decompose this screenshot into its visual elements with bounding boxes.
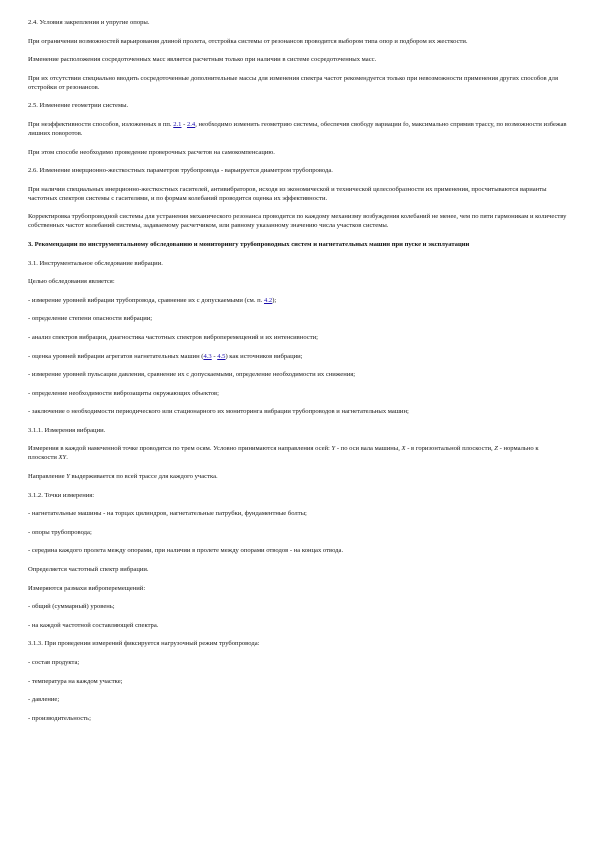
text-fragment: , необходимо изменить геометрию системы, обеспечив свободу вариации fo, максимально спрямив трассу, по возможности избежав лишних поворотов. (28, 120, 567, 137)
paragraph: При их отсутствии специально вводить сосредоточенные дополнительные массы для изменения спектра частот рекомендуется только при невозможности применения других способов для отстройки от резонансов. (28, 74, 558, 91)
paragraph-with-links (28, 120, 568, 138)
link-4-2[interactable]: 4.2 (263, 296, 273, 304)
axis-z: Z (494, 445, 498, 453)
section-heading-3 (28, 240, 568, 249)
link-2-1[interactable]: 2.1 (173, 120, 182, 128)
list-item-with-link (28, 296, 568, 305)
section-heading-3-1: 3.1. Инструментальное обследование вибрации. (28, 259, 163, 267)
text-fragment: - в горизонтальной плоскости, (405, 445, 495, 453)
list-item: - температура на каждом участке; (28, 677, 123, 685)
paragraph: При наличии специальных инерционно-жесткостных гасителей, антивибраторов, исходя из экономической и технической целесообразности их применения, просчитываются варианты частотных спектров системы с гасителями, и по формам колебаний проводится оценка их эффективности. (28, 185, 547, 202)
text-fragment: При неэффективности способов, изложенных в пп. (28, 120, 174, 128)
text-fragment: - (181, 120, 187, 128)
link-4-3[interactable]: 4.3 (203, 352, 212, 360)
axis-x: X (401, 445, 406, 453)
text-fragment: - измерение уровней вибрации трубопровода, сравнение их с допускаемыми (см. п. (28, 296, 264, 304)
paragraph: Корректировка трубопроводной системы для устранения механического резонанса проводится по каждому механизму возбуждения колебаний не менее, чем по пяти гармоникам и количеству собственных частот колебаний системы, задаваемому расчетчиком, или равному указанному значению числа участков системы. (28, 213, 567, 230)
link-2-4[interactable]: 2.4 (186, 120, 196, 128)
text-fragment: ); (272, 296, 277, 304)
text-fragment: - по оси вала машины, (335, 445, 402, 453)
list-item: - нагнетательные машины - на торцах цилиндров, нагнетательные патрубки, фундаментные болты; (28, 510, 307, 518)
section-heading-3-1-2: 3.1.2. Точки измерения: (28, 491, 95, 499)
paragraph: Определяется частотный спектр вибрации. (28, 566, 149, 574)
paragraph-axes (28, 444, 568, 462)
list-item: - давление; (28, 696, 60, 704)
paragraph: Целью обследования является: (28, 278, 115, 286)
list-item: - измерение уровней пульсации давления, сравнение их с допускаемыми, определение необходимости их снижения; (28, 371, 356, 379)
paragraph: Изменение расположения сосредоточенных масс является расчетным только при наличии в системе сосредоточенных масс. (28, 56, 377, 64)
text-fragment: - (211, 352, 218, 360)
axis-y: Y (331, 445, 336, 453)
list-item: - определение степени опасности вибрации; (28, 315, 153, 323)
bold-heading-text: 3. Рекомендации по инструментальному обследованию и мониторингу трубопроводных систем и нагнетательных машин при пуске и эксплуатации (28, 240, 470, 248)
plane-xy: XY (58, 454, 67, 462)
paragraph-direction (28, 472, 568, 481)
section-heading-2-4: 2.4. Условия закрепления и упругие опоры. (28, 19, 150, 26)
text-fragment: . (66, 454, 68, 462)
paragraph: При ограничении возможностей варьирования длиной пролета, отстройка системы от резонансов проводится выбором типа опор и подбором их жесткости. (28, 37, 468, 45)
list-item: - определение необходимости виброзащиты окружающих объектов; (28, 389, 219, 397)
link-4-5[interactable]: 4.5 (217, 352, 226, 360)
section-heading-3-1-1: 3.1.1. Измерения вибрации. (28, 426, 106, 434)
section-heading-2-5: 2.5. Изменение геометрии системы. (28, 102, 129, 110)
list-item-with-links (28, 352, 568, 361)
paragraph: Измеряются размахи виброперемещений: (28, 584, 146, 592)
section-heading-3-1-3: 3.1.3. При проведении измерений фиксируется нагрузочный режим трубопровода: (28, 640, 260, 648)
text-fragment: Направление (28, 473, 67, 481)
axis-y: Y (66, 473, 70, 481)
list-item: - опоры трубопровода; (28, 528, 92, 536)
text-fragment: ) как источников вибрации; (225, 352, 303, 360)
text-fragment: Измерения в каждой намеченной точке проводятся по трем осям. Условно принимаются направления осей: (28, 445, 332, 453)
text-fragment: выдерживается по всей трассе для каждого участка. (69, 473, 218, 481)
list-item: - анализ спектров вибрации, диагностика частотных спектров виброперемещений и их интенсивности; (28, 333, 318, 341)
list-item: - состав продукта; (28, 659, 80, 666)
paragraph: При этом способе необходимо проведение проверочных расчетов на самокомпенсацию. (28, 148, 275, 156)
text-fragment: - нормально к плоскости (28, 445, 539, 462)
list-item: - на каждой частотной составляющей спектра. (28, 621, 159, 629)
document-page (28, 18, 568, 732)
list-item: - заключение о необходимости периодического или стационарного их мониторинга вибрации трубопроводов и нагнетательных машин; (28, 408, 409, 416)
section-heading-2-6: 2.6. Изменение инерционно-жесткостных параметров трубопровода - варьируется диаметром трубопровода. (28, 167, 333, 175)
list-item: - производительность; (28, 714, 91, 722)
text-fragment: - оценка уровней вибрации агрегатов нагнетательных машин ( (28, 352, 204, 360)
list-item: - середина каждого пролета между опорами, при наличии в пролете между опорами отводов - на концах отвода. (28, 547, 344, 555)
list-item: - общий (суммарный) уровень; (28, 603, 115, 611)
